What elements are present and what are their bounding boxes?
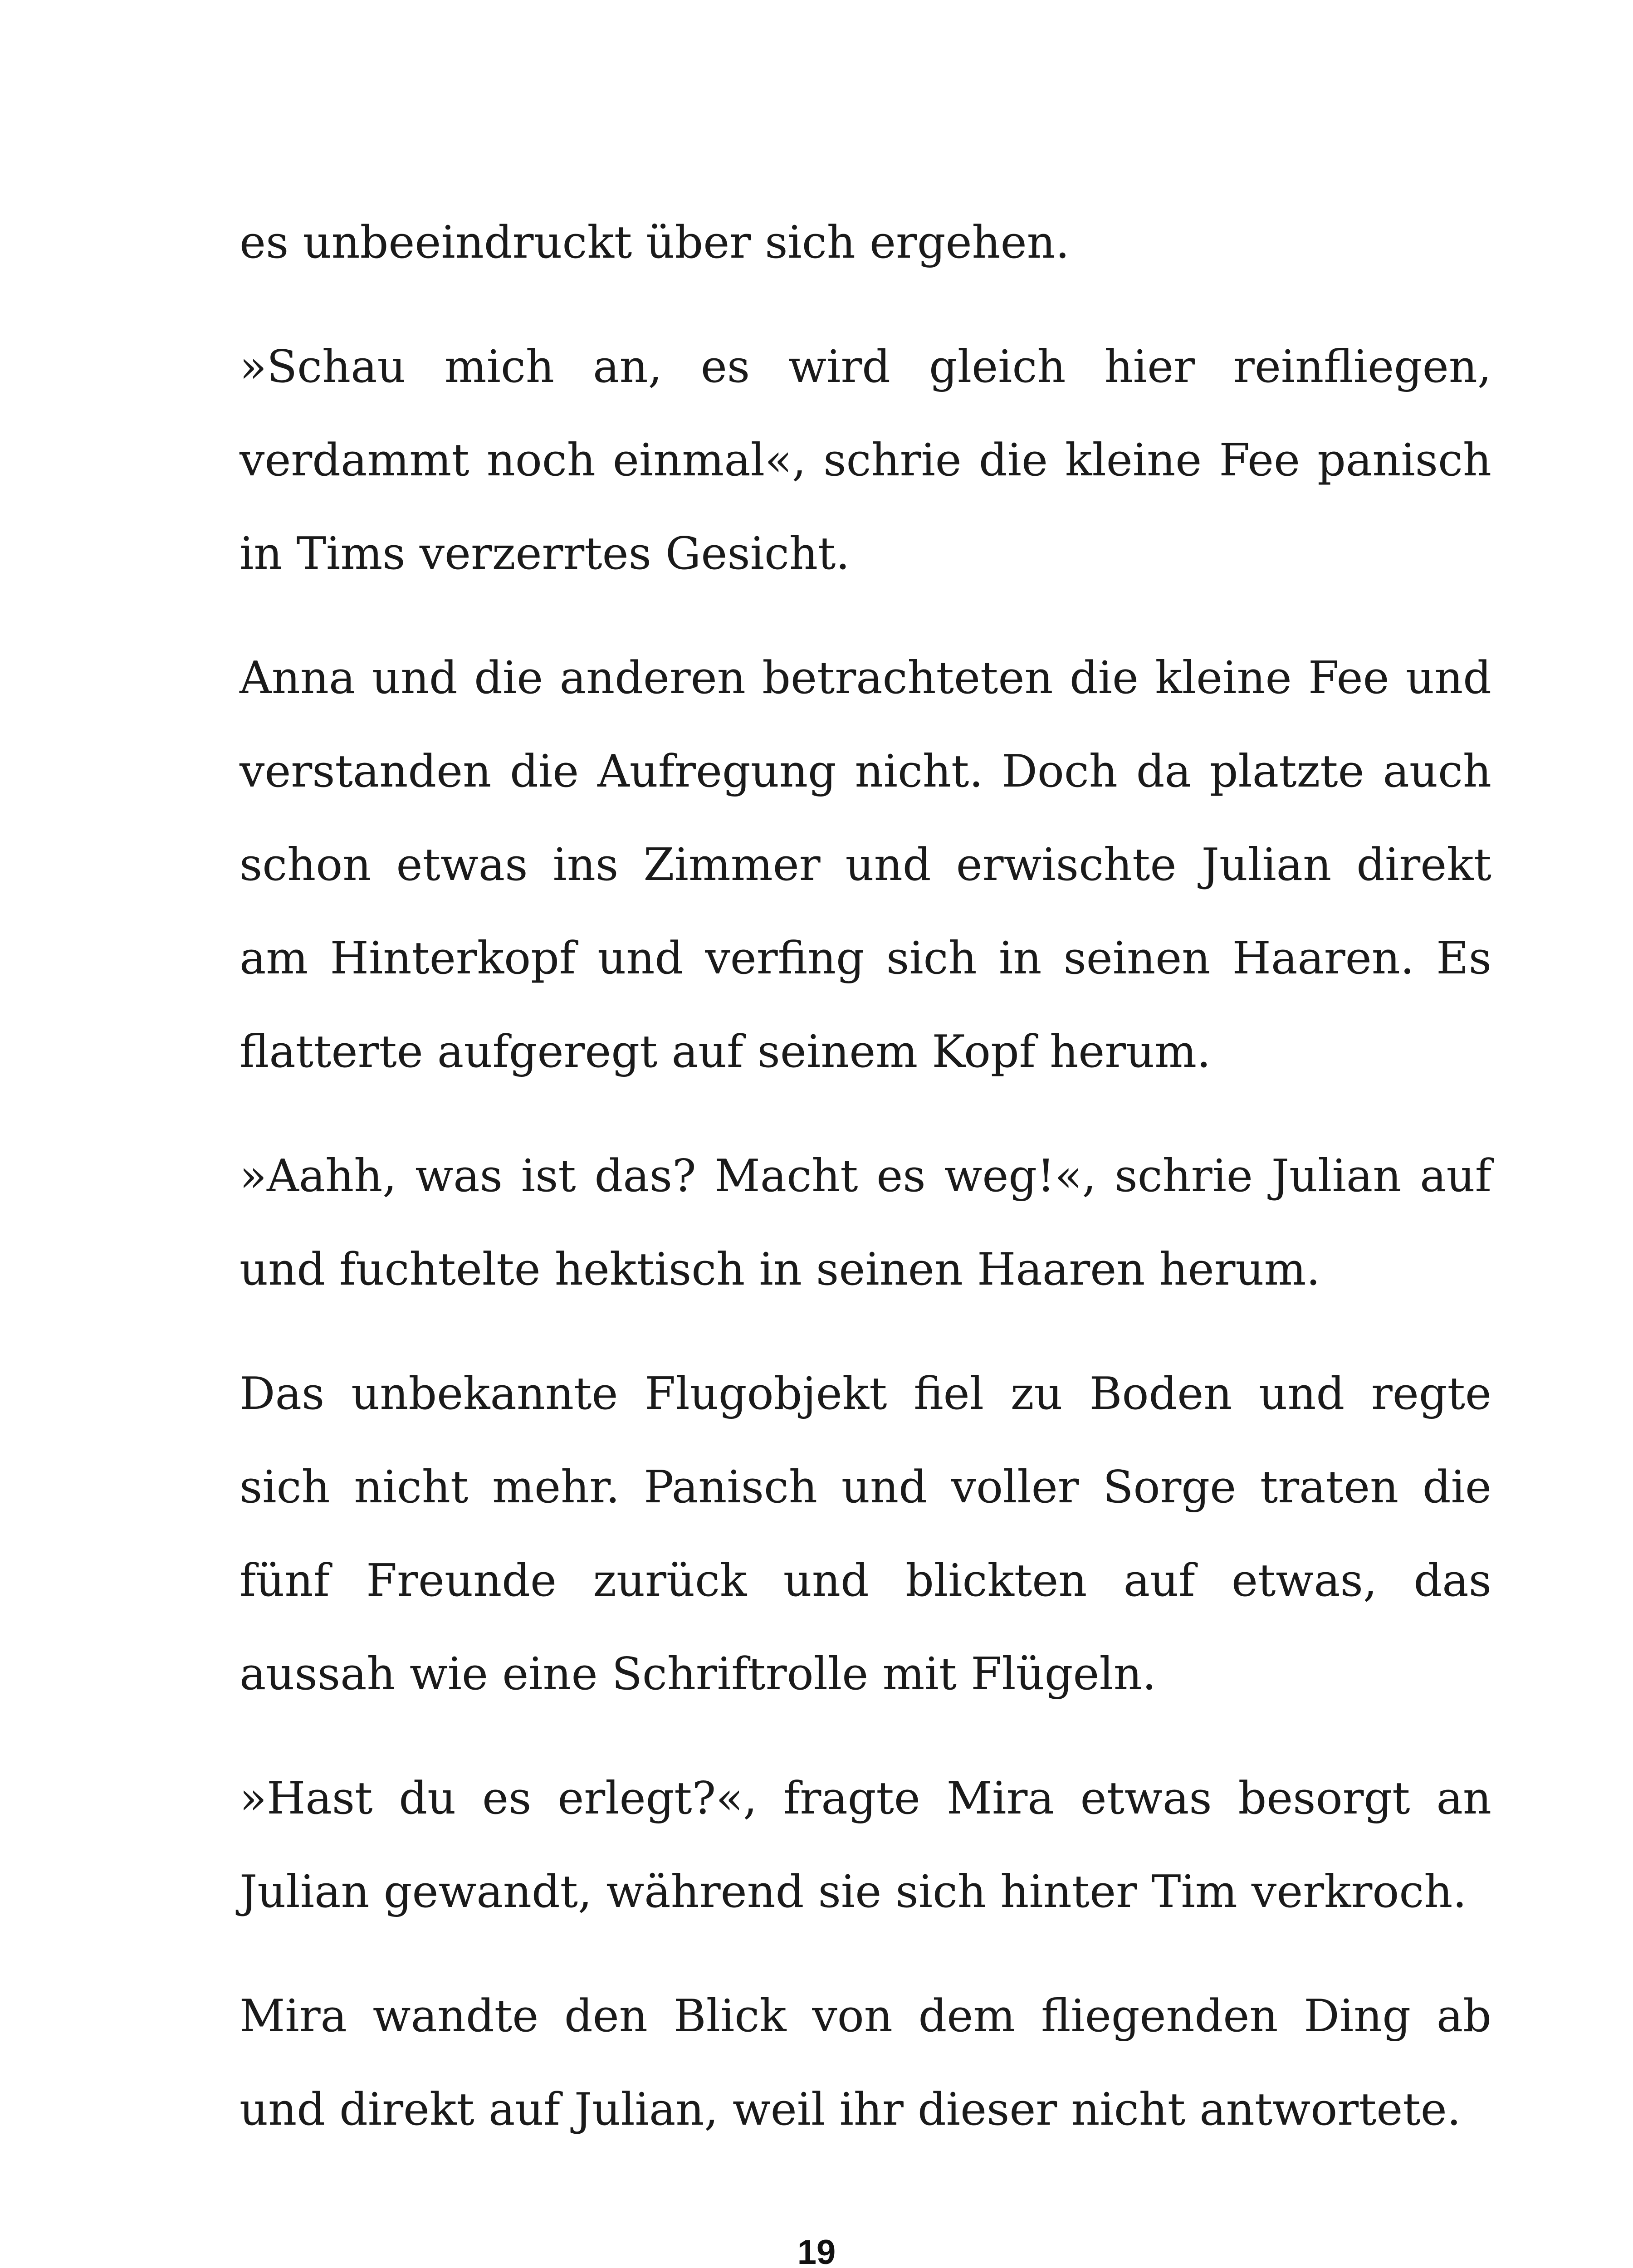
- paragraph: Anna und die anderen betrachteten die kleine Fee und verstanden die Aufregung nicht. Doch da platzte auch schon etwas ins Zimmer und erwischte Julian direkt am Hinterkopf und verfing sich in seinen Haaren. Es flatterte aufgeregt auf seinem Kopf herum.: [240, 652, 1491, 1078]
- body-text: [240, 196, 1491, 2187]
- paragraph: »Aahh, was ist das? Macht es weg!«, schrie Julian auf und fuchtelte hektisch in seinen Haaren herum.: [240, 1150, 1491, 1295]
- paragraph: »Hast du es erlegt?«, fragte Mira etwas besorgt an Julian gewandt, während sie sich hinter Tim verkroch.: [240, 1773, 1491, 1918]
- paragraph: es unbeeindruckt über sich ergehen.: [240, 217, 1070, 269]
- paragraph: Das unbekannte Flugobjekt fiel zu Boden und regte sich nicht mehr. Panisch und voller Sorge traten die fünf Freunde zurück und blickten auf etwas, das aussah wie eine Schriftrolle mit Flügeln.: [240, 1368, 1491, 1700]
- page-number: 19: [797, 2233, 836, 2268]
- paragraph: »Schau mich an, es wird gleich hier reinfliegen, verdammt noch einmal«, schrie die kleine Fee panisch in Tims verzerrtes Gesicht.: [240, 341, 1491, 580]
- paragraph: Mira wandte den Blick von dem fliegenden Ding ab und direkt auf Julian, weil ihr dieser nicht antwortete.: [240, 1990, 1491, 2136]
